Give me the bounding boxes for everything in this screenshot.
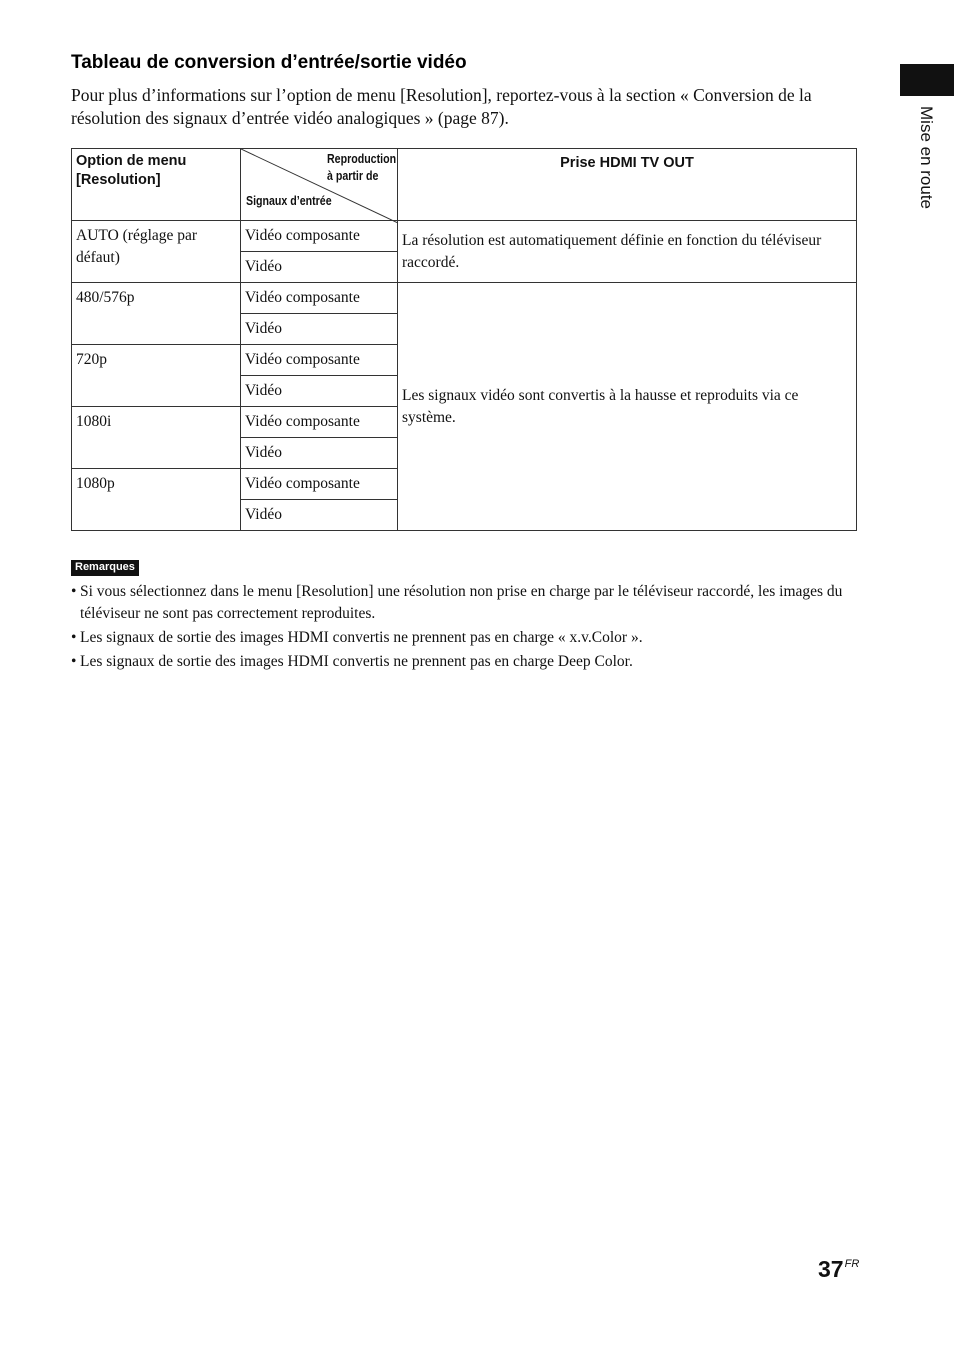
row-option: 720p xyxy=(72,345,241,407)
note-text: Les signaux de sortie des images HDMI convertis ne prennent pas en charge Deep Color. xyxy=(80,653,633,670)
page-number-value: 37 xyxy=(818,1256,844,1282)
output-auto: La résolution est automatiquement définie en fonction du téléviseur raccordé. xyxy=(398,221,857,283)
list-item xyxy=(71,581,856,625)
table-row xyxy=(72,221,857,252)
note-text: Si vous sélectionnez dans le menu [Resolution] une résolution non prise en charge par le téléviseur raccordé, les images du téléviseur ne sont pas correctement reproduites. xyxy=(80,583,843,622)
row-signal: Vidéo xyxy=(241,376,398,407)
side-section-label: Mise en route xyxy=(917,106,936,209)
row-signal: Vidéo composante xyxy=(241,345,398,376)
row-signal: Vidéo composante xyxy=(241,283,398,314)
side-tab-marker xyxy=(900,64,954,96)
remarques-label: Remarques xyxy=(71,560,139,576)
page-number xyxy=(818,1256,859,1283)
header-output: Prise HDMI TV OUT xyxy=(398,149,857,221)
row-option: 480/576p xyxy=(72,283,241,345)
intro-paragraph: Pour plus d’informations sur l’option de menu [Resolution], reportez-vous à la section « Conversion de la résolution des signaux d’entrée vidéo analogiques » (page 87). xyxy=(71,85,812,128)
note-text: Les signaux de sortie des images HDMI convertis ne prennent pas en charge « x.v.Color ». xyxy=(80,629,643,646)
table-header-row xyxy=(72,149,857,221)
header-diagonal-cell xyxy=(241,149,398,221)
row-signal: Vidéo composante xyxy=(241,407,398,438)
row-signal: Vidéo xyxy=(241,314,398,345)
row-option: 1080p xyxy=(72,469,241,531)
bullet: • xyxy=(71,583,77,600)
row-signal: Vidéo composante xyxy=(241,469,398,500)
row-signal: Vidéo xyxy=(241,252,398,283)
header-option: Option de menu [Resolution] xyxy=(72,149,241,221)
row-signal: Vidéo xyxy=(241,438,398,469)
row-option: 1080i xyxy=(72,407,241,469)
row-signal: Vidéo composante xyxy=(241,221,398,252)
output-other: Les signaux vidéo sont convertis à la hausse et reproduits via ce système. xyxy=(398,283,857,531)
list-item xyxy=(71,627,856,649)
row-signal: Vidéo xyxy=(241,500,398,531)
bullet: • xyxy=(71,629,77,646)
bullet: • xyxy=(71,653,77,670)
list-item xyxy=(71,651,856,673)
page-lang: FR xyxy=(844,1258,860,1270)
header-reproduction: Reproduction à partir de xyxy=(327,152,397,183)
notes-list xyxy=(71,581,856,675)
table-row xyxy=(72,283,857,314)
conversion-table xyxy=(71,148,857,531)
header-input-signals: Signaux d’entrée xyxy=(246,194,332,208)
row-option: AUTO (réglage par défaut) xyxy=(72,221,241,283)
section-title: Tableau de conversion d’entrée/sortie vidéo xyxy=(71,52,467,73)
